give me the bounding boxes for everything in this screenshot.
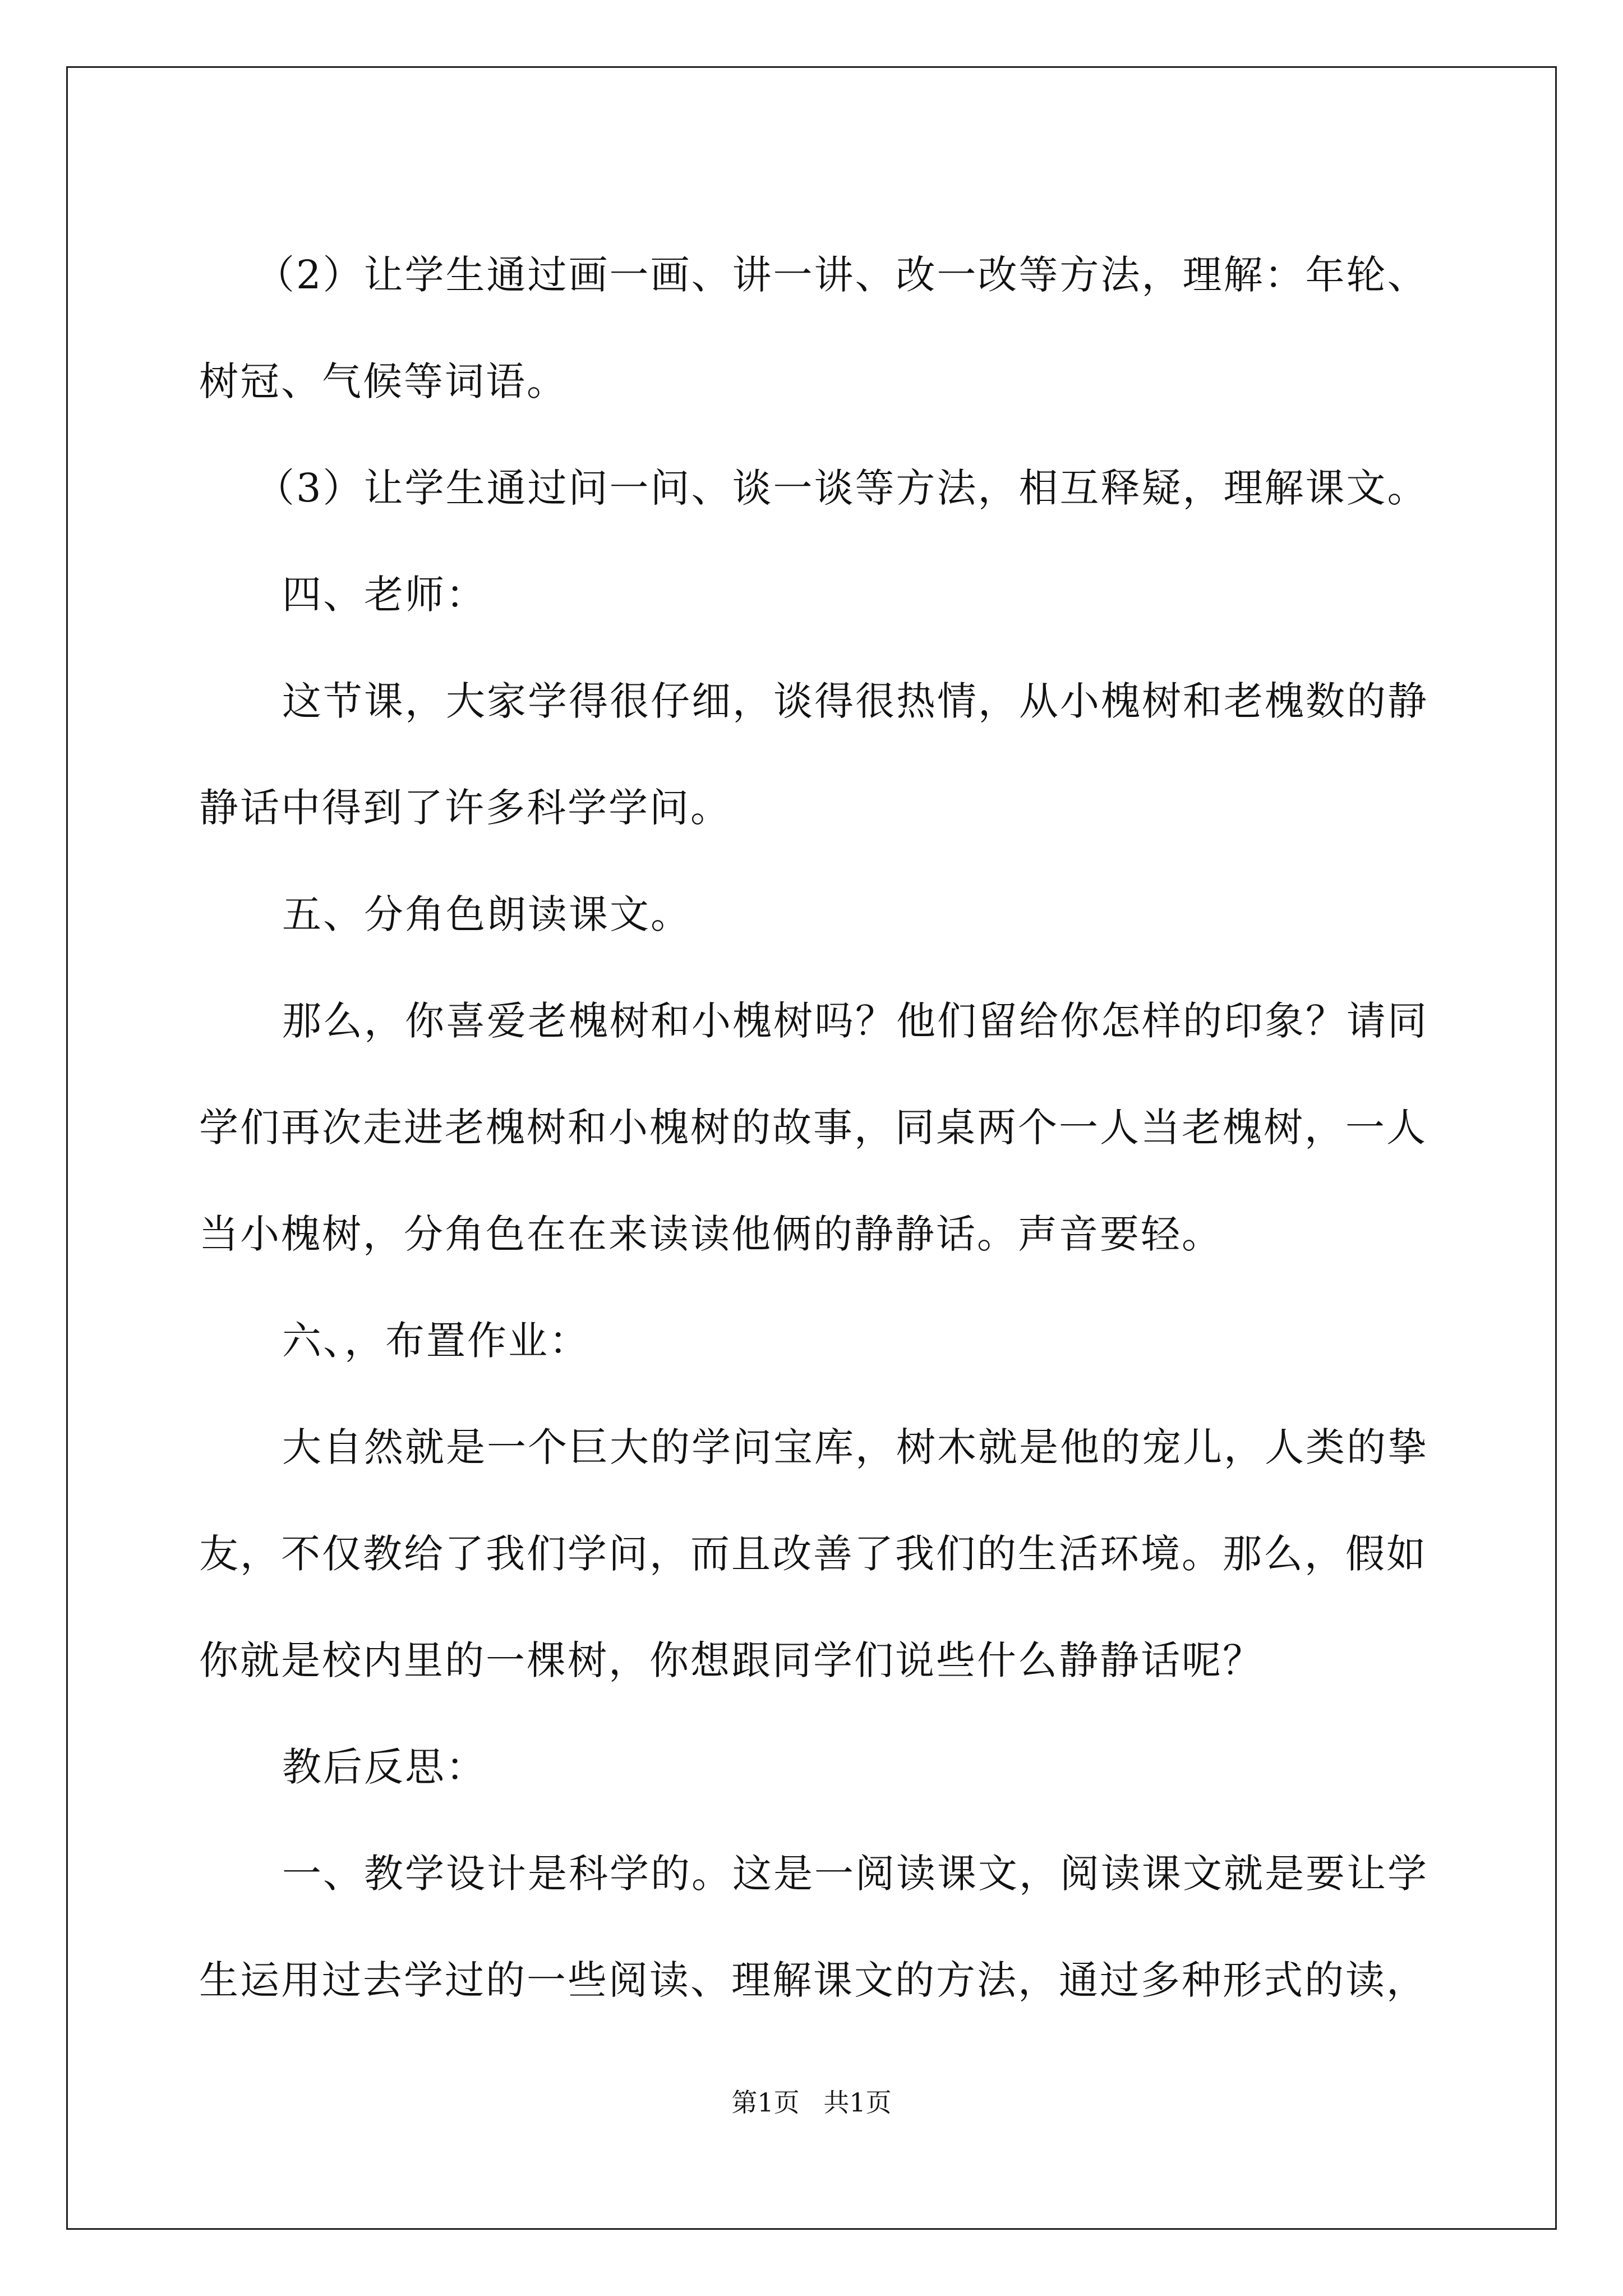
paragraph-line: 学们再次走进老槐树和小槐树的故事，同桌两个一人当老槐树，一人 [199,1105,1427,1151]
paragraph-line: 友，不仅教给了我们学问，而且改善了我们的生活环境。那么，假如 [199,1531,1427,1577]
section-heading: 教后反思： [282,1744,487,1790]
page-total: 共1页 [823,2087,892,2118]
section-heading: 六、，布置作业： [282,1318,590,1364]
paragraph-line: 树冠、气候等词语。 [199,358,568,404]
page-number: 第1页 [731,2087,800,2118]
section-heading: 四、老师： [282,572,487,618]
paragraph-line: 当小槐树，分角色在在来读读他俩的静静话。声音要轻。 [199,1211,1223,1257]
paragraph-line: （2）让学生通过画一画、讲一讲、改一改等方法，理解：年轮、 [255,252,1428,298]
section-heading: 五、分角色朗读课文。 [282,891,691,937]
paragraph-line: 生运用过去学过的一些阅读、理解课文的方法，通过多种形式的读， [199,1957,1427,2003]
paragraph-line: 这节课，大家学得很仔细，谈得很热情，从小槐树和老槐数的静 [282,678,1428,724]
paragraph-line: 那么，你喜爱老槐树和小槐树吗？他们留给你怎样的印象？请同 [282,998,1428,1044]
document-body [199,222,1433,2033]
paragraph-line: 大自然就是一个巨大的学问宝库，树木就是他的宠儿，人类的挚 [282,1424,1428,1470]
paragraph-line: （3）让学生通过问一问、谈一谈等方法，相互释疑，理解课文。 [255,465,1428,511]
paragraph-line: 静话中得到了许多科学学问。 [199,785,731,831]
paragraph-line: 你就是校内里的一棵树，你想跟同学们说些什么静静话呢？ [199,1637,1264,1683]
paragraph-line: 一、教学设计是科学的。这是一阅读课文，阅读课文就是要让学 [282,1851,1428,1897]
page-footer [0,2082,1623,2119]
